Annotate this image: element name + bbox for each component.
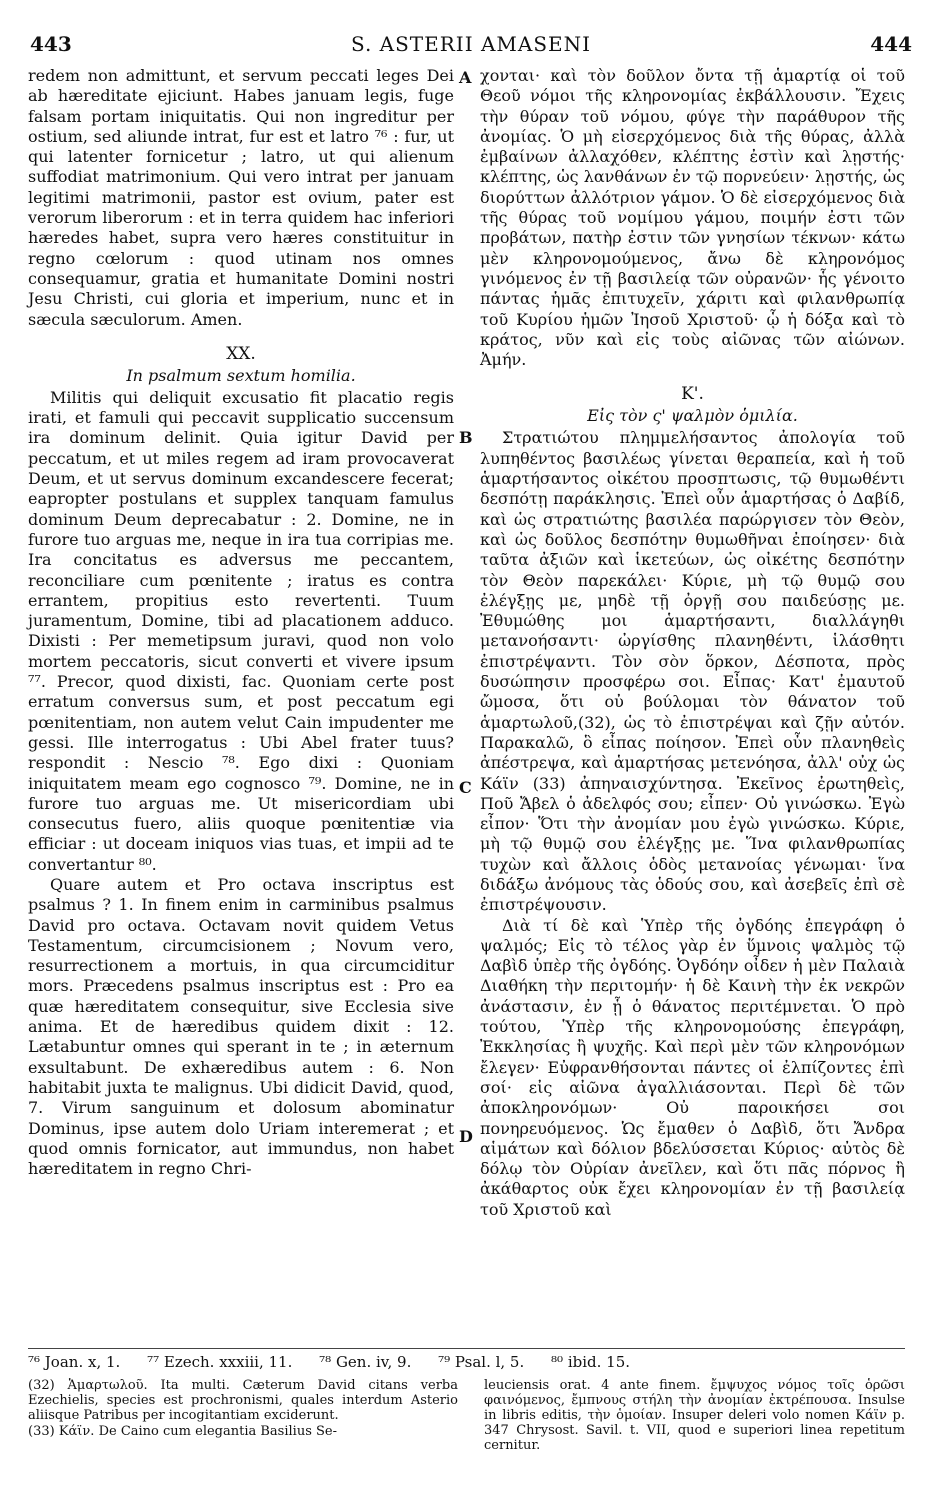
latin-homily-number: XX.: [226, 343, 256, 364]
latin-paragraph-3: Quare autem et Pro octava inscriptus est psalmus ? 1. In finem enim in carminibus psalmus David pro octava. Octavam novit quidem Vetus Testamentum, circumcisionem ; Novum vero, resurrectionem a mortuis, in qua circumciditur mors. Præcedens psalmus inscriptus est : Pro ea quæ hæreditatem consequitur, sive Ecclesia sive anima. Et de hæredibus quidem dixit : 12. Lætabuntur omnes qui sperant in te ; in æternum exsultabunt. De exhæredibus autem : 6. Non habitabit juxta te malignus. Ubi didicit David, quod, 7. Virum sanguinum et dolosum abominatur Dominus, ipse autem dolo Uriam interemerat ; et quod omnis fornicator, aut immundus, non habet hæreditatem in regno Chri-: [28, 874, 454, 1179]
margin-letter-b: B: [459, 428, 473, 447]
margin-letter-c: C: [459, 778, 472, 797]
page-number-right: 444: [870, 32, 912, 56]
greek-homily-number: Κ'.: [681, 384, 704, 405]
page-header: [30, 32, 912, 62]
note-33-continued: leuciensis orat. 4 ante finem. ἔμψυχος νόμος τοῖς ὁρῶσι φαινόμενος, ἔμπνους στήλη τὴν ἀνομίαν ἐκτρέπουσα. Insulse in libris editis, τὴν ὁμοίαν. Insuper deleri volo nomen Κάϊν p. 347 Chrysost. Savil. t. VII, quod e superiori linea repetitum cernitur.: [484, 1378, 905, 1453]
greek-paragraph-2: Στρατιώτου πλημμελήσαντος ἀπολογία τοῦ λυπηθέντος βασιλέως γίνεται θεραπεία, καὶ ἡ τοῦ ἁμαρτήσαντος οἰκέτου προσπτωσις, τῷ θυμωθέντι δεσπότῃ παράκλησις. Ἐπεὶ οὖν ἁμαρτήσας ὁ Δαβίδ, καὶ ὡς στρατιώτης βασιλέα παρώργισεν τὸν Θεὸν, καὶ ὡς δοῦλος δεσπότην θυμωθῆναι ἐποίησεν· διὰ ταῦτα ἀξιῶν καὶ ἱκετεύων, ὡς οἰκέτης δεσπότην τὸν Θεὸν παρεκάλει· Κύριε, μὴ τῷ θυμῷ σου ἐλέγξῃς με, μηδὲ τῇ ὀργῇ σου παιδεύσῃς με. Ἐθυμώθης μοι ἁμαρτήσαντι, διαλλάγηθι μετανοήσαντι· ὠργίσθης πλανηθέντι, ἱλάσθητι ἐπιστρέψαντι. Τὸν σὸν ὅρκον, Δέσποτα, πρὸς δυσώπησιν προσφέρω σοι. Εἶπας· Κατ' ἐμαυτοῦ ὤμοσα, ὅτι οὐ βούλομαι τὸν θάνατον τοῦ ἁμαρτωλοῦ,(32), ὡς τὸ ἐπιστρέψαι καὶ ζῇν αὐτόν. Παρακαλῶ, ὃ εἶπας ποίησον. Ἐπεὶ οὖν πλανηθεὶς ἀπέστρεψα, καὶ ἁμαρτήσας μετενόησα, ἀλλ' οὐχ ὡς Κάϊν (33) ἀπηναισχύντησα. Ἐκεῖνος ἐρωτηθεὶς, Ποῦ Ἄβελ ὁ ἀδελφός σου; εἶπεν· Οὐ γινώσκω. Ἐγὼ εἶπον· Ὅτι τὴν ἀνομίαν μου ἐγὼ γινώσκω. Κύριε, μὴ τῷ θυμῷ σου ἐλέγξῃς με. Ἵνα φιλανθρωπίας τυχὼν καὶ ἄλλοις ὁδὸς μετανοίας γένωμαι· ἵνα διδάξω ἀνόμους τὰς ὁδούς σου, καὶ ἀσεβεῖς ἐπὶ σὲ ἐπιστρέψουσιν.: [480, 428, 905, 915]
greek-column: [480, 66, 905, 1220]
scripture-footnotes: [28, 1352, 905, 1372]
latin-column: [28, 66, 454, 1179]
footnote-80: ⁸⁰ ibid. 15.: [551, 1353, 631, 1371]
footnote-79: ⁷⁹ Psal. l, 5.: [438, 1353, 525, 1371]
greek-paragraph-1: χονται· καὶ τὸν δοῦλον ὄντα τῇ ἁμαρτίᾳ οἱ τοῦ Θεοῦ νόμοι τῆς κληρονομίας ἐκβάλλουσιν. Ἔχεις τὴν θύραν τοῦ νόμου, φύγε τὴν παράθυρον τῆς ἀνομίας. Ὁ μὴ εἰσερχόμενος διὰ τῆς θύρας, ἀλλὰ ἐμβαίνων ἀλλαχόθεν, κλέπτης ἐστὶν καὶ λῃστής· κλέπτης, ὡς λανθάνων ἐν τῷ πορνεύειν· λῃστής, ὡς διορύττων ἀλλότριον γάμον. Ὁ δὲ εἰσερχόμενος διὰ τῆς θύρας τοῦ νομίμου γάμου, ποιμήν ἐστι τῶν προβάτων, πατὴρ ἐστιν τῶν γνησίων τέκνων· κάτω μὲν κληρονομούμενος, ἄνω δὲ κληρονόμος γινόμενος ἐν τῇ βασιλείᾳ τῶν οὐρανῶν· ἧς γένοιτο πάντας ἡμᾶς ἐπιτυχεῖν, χάριτι καὶ φιλανθρωπίᾳ τοῦ Κυρίου ἡμῶν Ἰησοῦ Χριστοῦ· ᾧ ἡ δόξα καὶ τὸ κράτος, νῦν καὶ εἰς τοὺς αἰῶνας τῶν αἰώνων. Ἀμήν.: [480, 66, 905, 370]
greek-homily-title: Εἰς τὸν ς' ψαλμὸν ὁμιλία.: [587, 406, 798, 426]
footnote-divider: [28, 1348, 905, 1349]
running-title: S. ASTERII AMASENI: [350, 32, 592, 56]
latin-paragraph-1: redem non admittunt, et servum peccati leges Dei ab hæreditate ejiciunt. Habes januam legis, fuge falsam portam iniquitatis. Qui non ingreditur per ostium, sed aliunde intrat, fur est et latro ⁷⁶ : fur, ut qui latenter fornicetur ; latro, ut qui alienum suffodiat matrimonium. Qui vero intrat per januam legitimi matrimonii, pastor est ovium, pater est verorum liberorum : et in terra quidem hac inferiori hæredes habet, supra vero hæres constituitur in regno cœlorum : quod utinam nos omnes consequamur, gratia et humanitate Domini nostri Jesu Christi, cui gloria et imperium, nunc et in sæcula sæculorum. Amen.: [28, 66, 454, 329]
footnote-77: ⁷⁷ Ezech. xxxiii, 11.: [147, 1353, 293, 1371]
latin-homily-title: In psalmum sextum homilia.: [126, 365, 356, 385]
page-number-left: 443: [30, 32, 72, 56]
latin-paragraph-2: Militis qui deliquit excusatio fit placatio regis irati, et famuli qui peccavit supplicatio succensum ira dominum delinit. Quia igitur David per peccatum, et ut miles regem ad iram provocaverat Deum, et ut servus dominum excandescere fecerat; eapropter postulans et supplex tanquam famulus dominum Deum deprecabatur : 2. Domine, ne in furore tuo arguas me, neque in ira tua corripias me. Ira concitatus es adversus me peccantem, reconciliare cum pœnitente ; iratus es contra errantem, propitius esto revertenti. Tuum juramentum, Domine, tibi ad placationem adduco. Dixisti : Per memetipsum juravi, quod non volo mortem peccatoris, sicut converti et vivere ipsum ⁷⁷. Precor, quod dixisti, fac. Quoniam certe post erratum conversus sum, et post peccatum egi pœnitentiam, non autem velut Cain impudenter me gessi. Ille interrogatus : Ubi Abel frater tuus? respondit : Nescio ⁷⁸. Ego dixi : Quoniam iniquitatem meam ego cognosco ⁷⁹. Domine, ne in furore tuo arguas me. Ut misericordiam ubi consecutus fuero, aliis quoque pœnitentiæ via efficiar : ut doceam iniquos vias tuas, et impii ad te convertantur ⁸⁰.: [28, 387, 454, 874]
footnote-78: ⁷⁸ Gen. iv, 9.: [319, 1353, 412, 1371]
editor-notes-right: [484, 1378, 905, 1454]
margin-letter-d: D: [459, 1127, 473, 1146]
note-33: (33) Κάϊν. De Caino cum elegantia Basilius Se-: [28, 1424, 337, 1439]
note-32: (32) Ἁμαρτωλοῦ. Ita multi. Cæterum David citans verba Ezechielis, species est prochronismi, quales interdum Asterio aliisque Patribus per incogitantiam exciderunt.: [28, 1378, 458, 1423]
editor-notes-left: [28, 1378, 458, 1440]
margin-letter-a: A: [459, 68, 472, 87]
footnote-76: ⁷⁶ Joan. x, 1.: [28, 1353, 121, 1371]
greek-paragraph-3: Διὰ τί δὲ καὶ Ὑπὲρ τῆς ὀγδόης ἐπεγράφη ὁ ψαλμός; Εἰς τὸ τέλος γὰρ ἐν ὕμνοις ψαλμὸς τῷ Δαβὶδ ὑπὲρ τῆς ὀγδόης. Ὀγδόην οἶδεν ἡ μὲν Παλαιὰ Διαθήκη τὴν περιτομήν· ἡ δὲ Καινὴ τὴν ἐκ νεκρῶν ἀνάστασιν, ἐν ᾗ ὁ θάνατος περιτέμνεται. Ὁ πρὸ τούτου, Ὑπὲρ τῆς κληρονομούσης ἐπεγράφη, Ἐκκλησίας ἢ ψυχῆς. Καὶ περὶ μὲν τῶν κληρονόμων ἔλεγεν· Εὐφρανθήσονται πάντες οἱ ἐλπίζοντες ἐπὶ σοί· εἰς αἰῶνα ἀγαλλιάσονται. Περὶ δὲ τῶν ἀποκληρονόμων· Οὐ παροικήσει σοι πονηρευόμενος. Ὡς ἔμαθεν ὁ Δαβὶδ, ὅτι Ἄνδρα αἱμάτων καὶ δόλιον βδελύσσεται Κύριος· αὐτὸς δὲ δόλῳ τὸν Οὐρίαν ἀνεῖλεν, καὶ ὅτι πᾶς πόρνος ἢ ἀκάθαρτος οὐκ ἔχει κληρονομίαν ἐν τῇ βασιλείᾳ τοῦ Χριστοῦ καὶ: [480, 915, 905, 1219]
